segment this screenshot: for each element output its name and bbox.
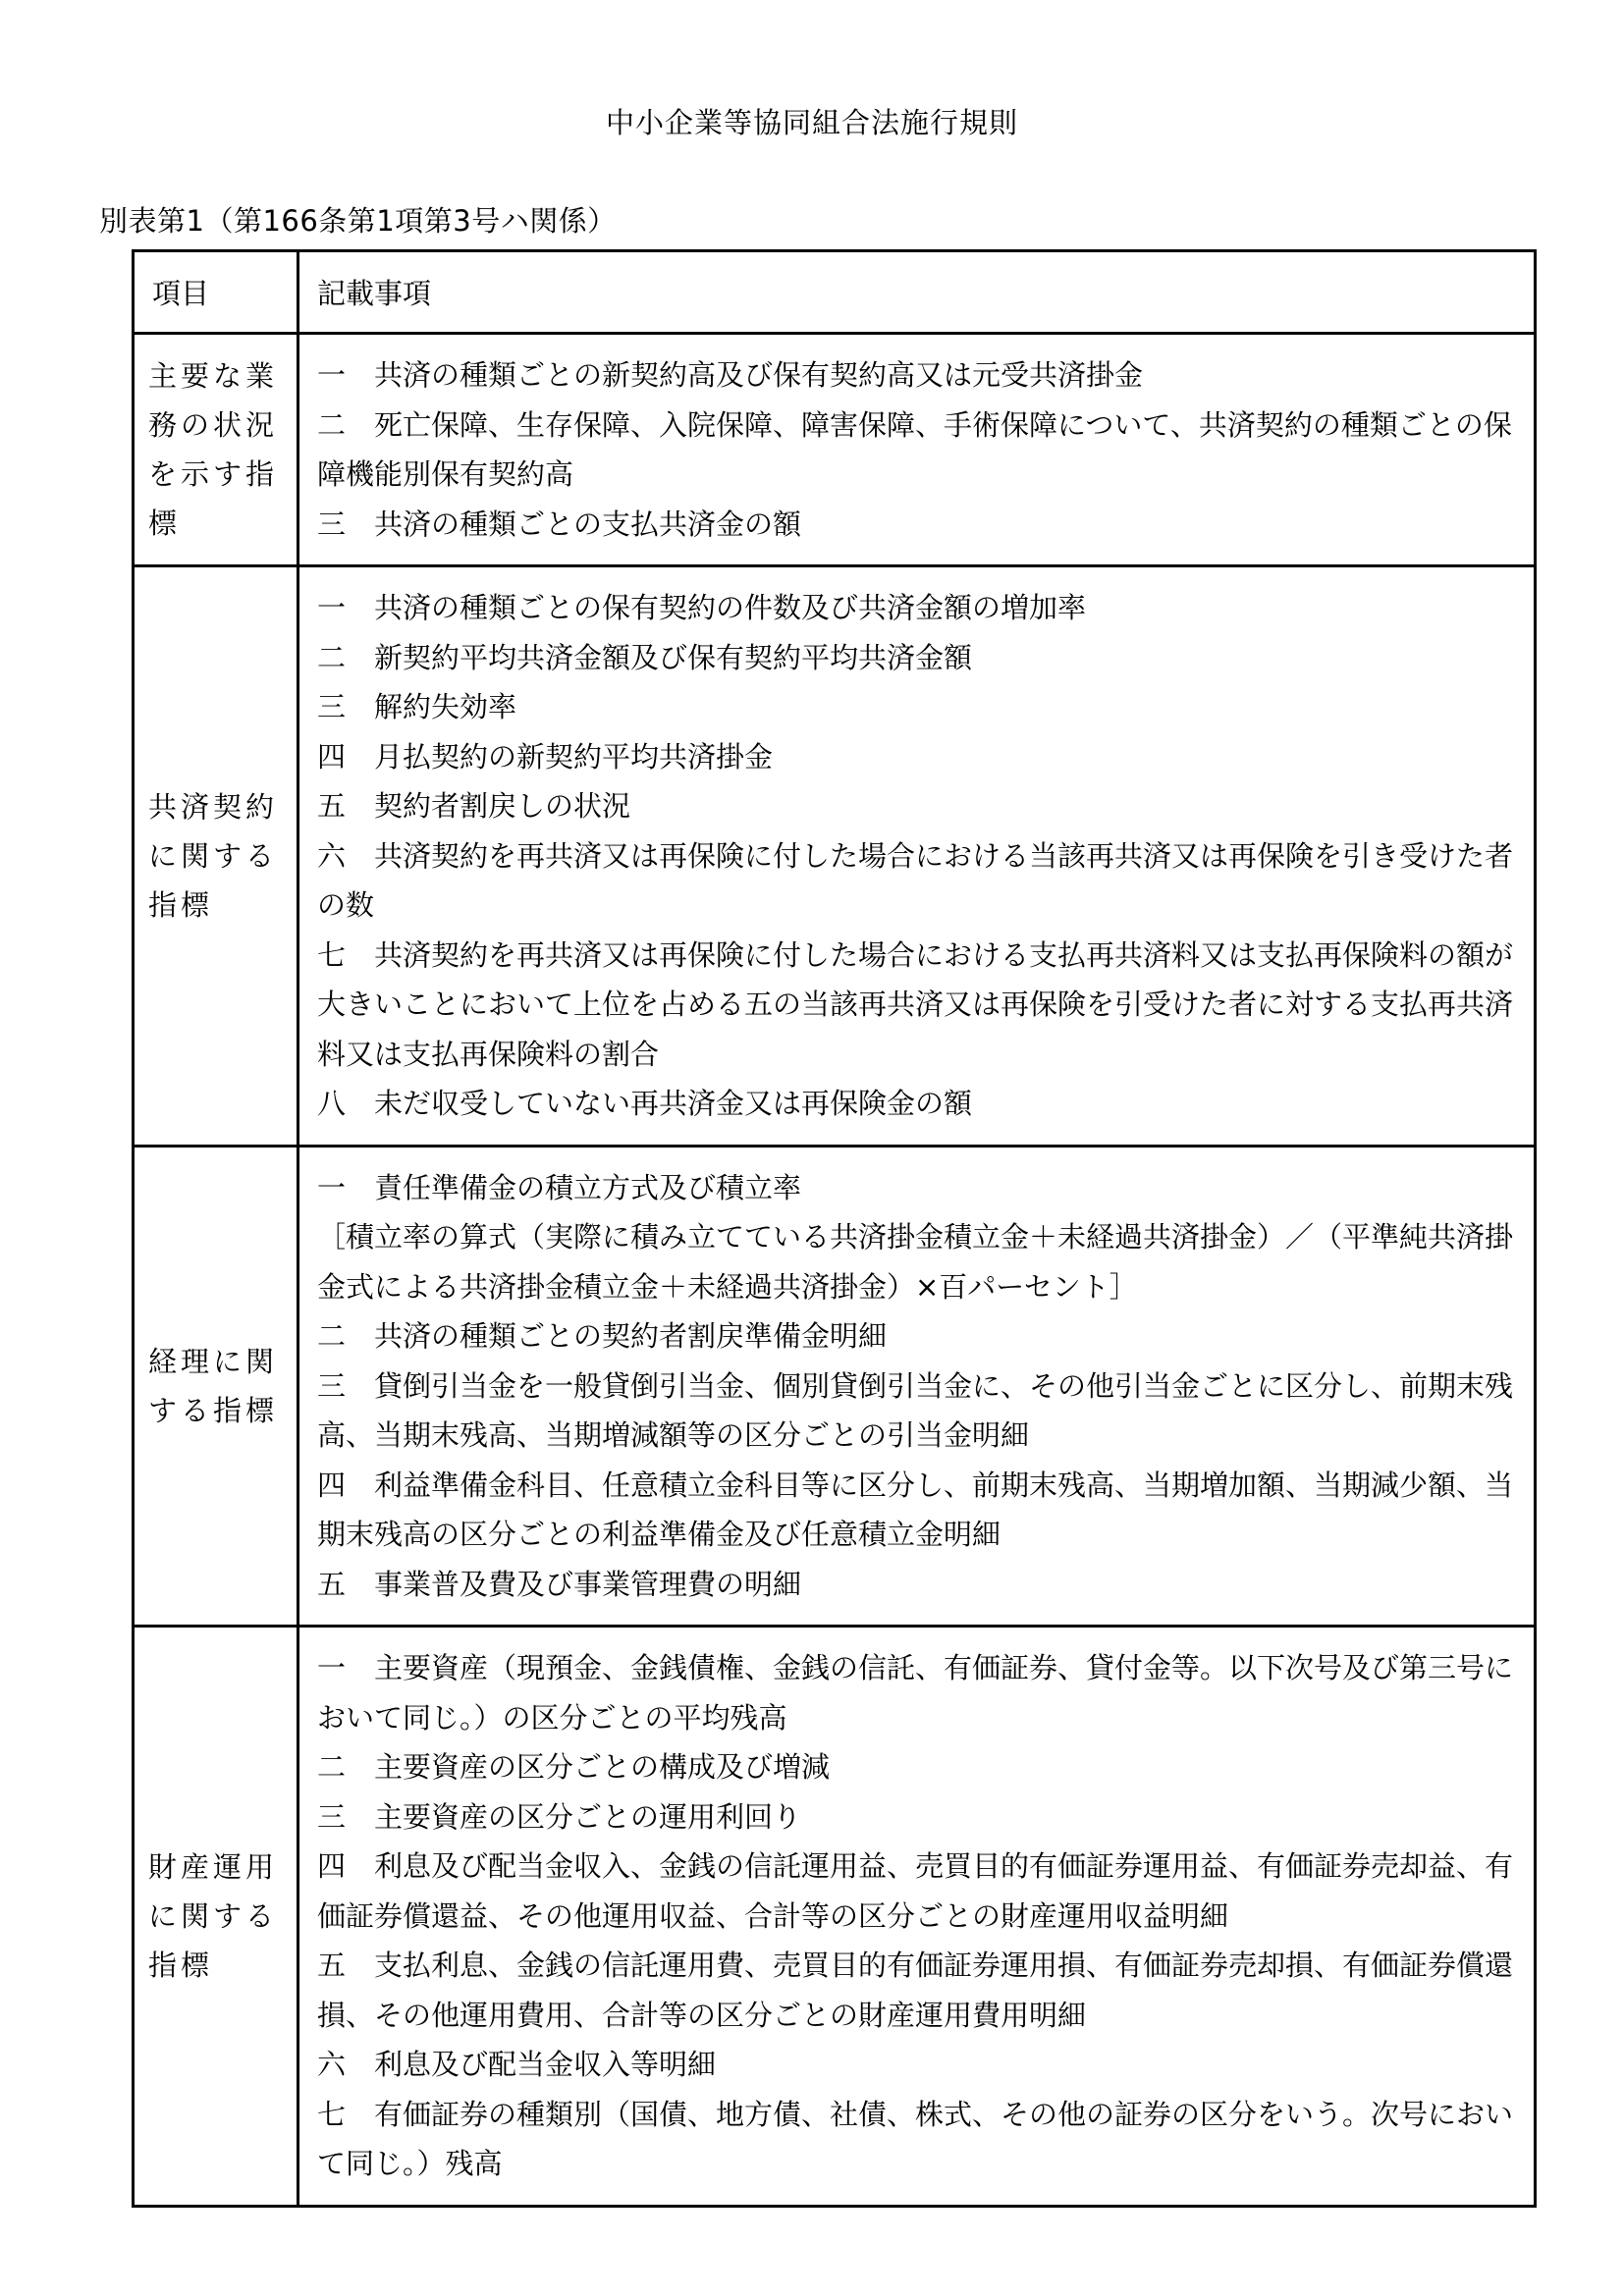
list-item: 三 解約失効率 bbox=[317, 690, 517, 723]
page-title: 中小企業等協同組合法施行規則 bbox=[605, 106, 1018, 139]
list-item: 三 貸倒引当金を一般貸倒引当金、個別貸倒引当金に、その他引当金ごとに区分し、前期末残高、当期末残高、当期増減額等の区分ごとの引当金明細 bbox=[317, 1368, 1514, 1452]
table-row bbox=[134, 334, 1536, 566]
list-item: 六 利息及び配当金収入等明細 bbox=[317, 2048, 717, 2081]
list-item: 五 契約者割戻しの状況 bbox=[317, 789, 631, 823]
list-item: 一 主要資産（現預金、金銭債権、金銭の信託、有価証券、貸付金等。以下次号及び第三号において同じ。）の区分ごとの平均残高 bbox=[317, 1651, 1514, 1735]
row-label: 財産運用に関する指標 bbox=[134, 1627, 298, 2207]
list-item: 五 支払利息、金銭の信託運用費、売買目的有価証券運用損、有価証券売却損、有価証券償還損、その他運用費用、合計等の区分ごとの財産運用費用明細 bbox=[317, 1949, 1514, 2032]
list-item: 六 共済契約を再共済又は再保険に付した場合における当該再共済又は再保険を引き受けた者の数 bbox=[317, 838, 1514, 922]
list-item: 七 共済契約を再共済又は再保険に付した場合における支払再共済料又は支払再保険料の額が大きいことにおいて上位を占める五の当該再共済又は再保険を引受けた者に対する支払再共済料又は支払再保険料の割合 bbox=[317, 937, 1514, 1071]
list-item: ［積立率の算式（実際に積み立てている共済掛金積立金＋未経過共済掛金）／（平準純共済掛金式による共済掛金積立金＋未経過共済掛金）×百パーセント］ bbox=[317, 1220, 1514, 1304]
list-item: 五 事業普及費及び事業管理費の明細 bbox=[317, 1567, 802, 1601]
header-description: 記載事項 bbox=[298, 251, 1536, 334]
table-caption: 別表第1（第166条第1項第3号ハ関係） bbox=[99, 204, 617, 238]
row-label: 共済契約に関する指標 bbox=[134, 566, 298, 1147]
list-item: 三 主要資産の区分ごとの運用利回り bbox=[317, 1799, 802, 1834]
list-item: 二 新契約平均共済金額及び保有契約平均共済金額 bbox=[317, 640, 973, 674]
table-row bbox=[134, 566, 1536, 1147]
table-row bbox=[134, 1627, 1536, 2207]
list-item: 一 共済の種類ごとの保有契約の件数及び共済金額の増加率 bbox=[317, 591, 1087, 624]
table-header-row bbox=[134, 251, 1536, 334]
list-item: 二 死亡保障、生存保障、入院保障、障害保障、手術保障について、共済契約の種類ごとの保障機能別保有契約高 bbox=[317, 407, 1512, 491]
header-item: 項目 bbox=[134, 251, 298, 334]
list-item: 四 利息及び配当金収入、金銭の信託運用益、売買目的有価証券運用益、有価証券売却益、有価証券償還益、その他運用収益、合計等の区分ごとの財産運用収益明細 bbox=[317, 1849, 1514, 1933]
row-label: 経理に関する指標 bbox=[134, 1146, 298, 1627]
list-item: 七 有価証券の種類別（国債、地方債、社債、株式、その他の証券の区分をいう。次号において同じ。）残高 bbox=[317, 2097, 1514, 2180]
list-item: 四 利益準備金科目、任意積立金科目等に区分し、前期末残高、当期増加額、当期減少額、当期末残高の区分ごとの利益準備金及び任意積立金明細 bbox=[317, 1468, 1514, 1551]
row-content bbox=[298, 1146, 1536, 1627]
row-content bbox=[298, 334, 1536, 566]
list-item: 一 責任準備金の積立方式及び積立率 bbox=[317, 1170, 802, 1204]
list-item: 一 共済の種類ごとの新契約高及び保有契約高又は元受共済掛金 bbox=[317, 358, 1144, 392]
list-item: 二 共済の種類ごとの契約者割戻準備金明細 bbox=[317, 1319, 888, 1353]
table-row bbox=[134, 1146, 1536, 1627]
list-item: 八 未だ収受していない再共済金又は再保険金の額 bbox=[317, 1087, 973, 1120]
row-content bbox=[298, 1627, 1536, 2207]
row-content bbox=[298, 566, 1536, 1147]
row-label: 主要な業務の状況を示す指標 bbox=[134, 334, 298, 566]
list-item: 二 主要資産の区分ごとの構成及び増減 bbox=[317, 1750, 831, 1784]
list-item: 四 月払契約の新契約平均共済掛金 bbox=[317, 739, 774, 774]
list-item: 三 共済の種類ごとの支払共済金の額 bbox=[317, 507, 802, 541]
indicator-table bbox=[132, 249, 1537, 2208]
